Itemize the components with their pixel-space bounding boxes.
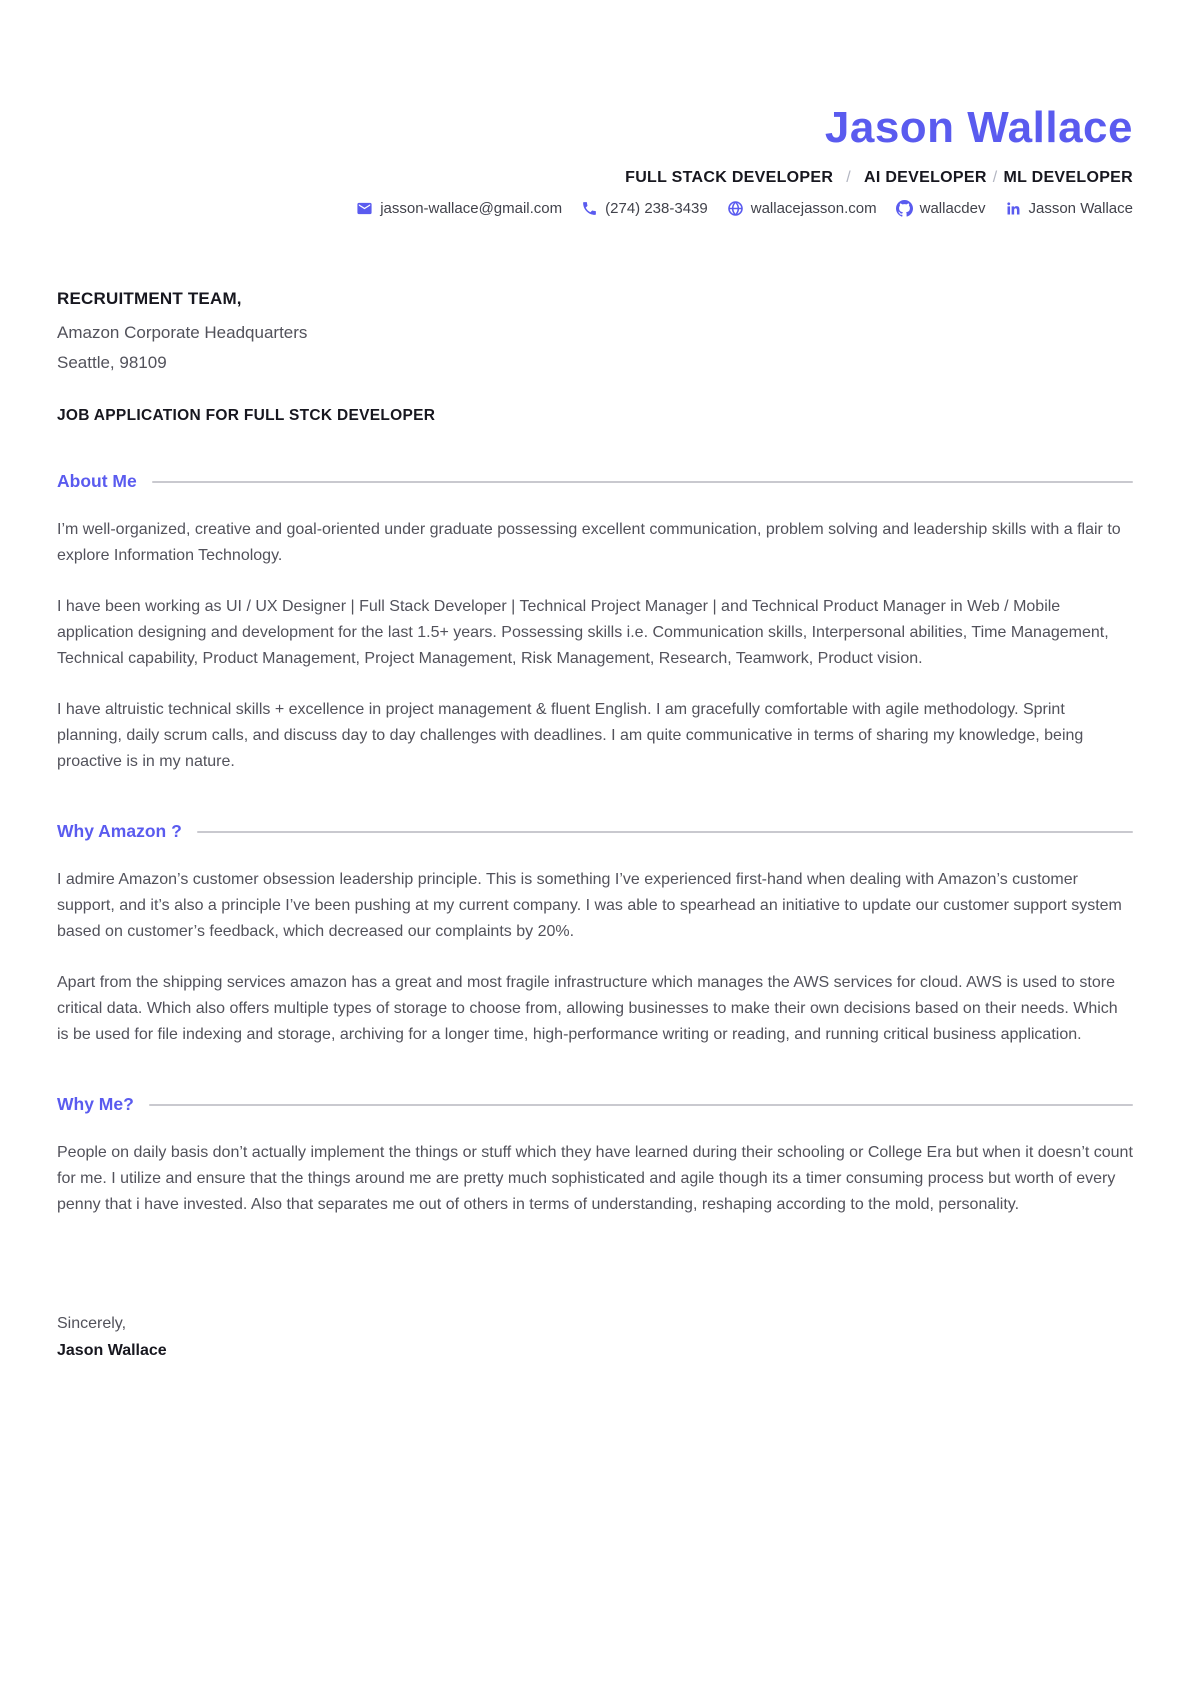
globe-icon: [727, 200, 744, 217]
role-ml: ML DEVELOPER: [1003, 169, 1133, 187]
contact-phone-label: (274) 238-3439: [605, 200, 708, 218]
contact-phone[interactable]: [581, 200, 708, 217]
section-heading-row: [57, 471, 1133, 492]
recipient-company: Amazon Corporate Headquarters: [57, 323, 308, 343]
section-title: About Me: [57, 471, 137, 492]
section-title: Why Me?: [57, 1094, 134, 1115]
section-heading-row: [57, 1094, 1133, 1115]
signature-block: [57, 1310, 1133, 1364]
signature-name: Jason Wallace: [57, 1342, 167, 1360]
contact-email-label: jasson-wallace@gmail.com: [380, 200, 563, 218]
role-ai: AI DEVELOPER: [863, 169, 987, 187]
page-title: Jason Wallace: [824, 103, 1133, 152]
signature-closing: Sincerely,: [57, 1315, 127, 1333]
contact-linkedin-label: Jasson Wallace: [1028, 200, 1133, 218]
section-about-me: [57, 471, 1133, 775]
contact-website[interactable]: [727, 200, 877, 217]
contact-website-label: wallacejasson.com: [750, 200, 877, 218]
header: [57, 103, 1133, 217]
section-why-amazon: [57, 821, 1133, 1048]
github-icon: [896, 200, 913, 217]
section-divider: [152, 481, 1133, 483]
section-divider: [197, 831, 1133, 833]
contact-row: [57, 200, 1133, 217]
contact-github[interactable]: [896, 200, 986, 217]
role-separator: /: [846, 169, 851, 187]
phone-icon: [581, 200, 598, 217]
paragraph: I have been working as UI / UX Designer | Full Stack Developer | Technical Project Manager | and Technical Product Manager in Web / Mobile application designing and development for the last 1.5+ years. Possessing skills i.e. Communication skills, Interpersonal abilities, Time Management, Technical capability, Product Management, Project Management, Risk Management, Research, Teamwork, Product vision.: [57, 598, 1109, 668]
paragraph: People on daily basis don’t actually implement the things or stuff which they have learned during their schooling or College Era but when it doesn’t count for me. I utilize and ensure that the things around me are pretty much sophisticated and agile though its a timer consuming process but worth of every penny that i have invested. Also that separates me out of others in terms of understanding, reshaping according to the mold, personality.: [57, 1144, 1133, 1214]
paragraph: Apart from the shipping services amazon has a great and most fragile infrastructure which manages the AWS services for cloud. AWS is used to store critical data. Which also offers multiple types of storage to choose from, allowing businesses to make their own decisions based on their needs. Which is be used for file indexing and storage, archiving for a longer time, high-performance writing or reading, and running critical business application.: [57, 974, 1118, 1044]
section-heading-row: [57, 821, 1133, 842]
section-divider: [149, 1104, 1133, 1106]
paragraph: I’m well-organized, creative and goal-oriented under graduate possessing excellent communication, problem solving and leadership skills with a flair to explore Information Technology.: [57, 521, 1121, 565]
paragraph: I have altruistic technical skills + excellence in project management & fluent English. I am gracefully comfortable with agile methodology. Sprint planning, daily scrum calls, and discuss day to day challenges with deadlines. I am quite communicative in terms of sharing my knowledge, being proactive is in my nature.: [57, 701, 1084, 771]
contact-linkedin[interactable]: [1005, 200, 1134, 217]
recipient-block: [57, 289, 1133, 378]
contact-github-label: wallacdev: [919, 200, 986, 218]
role-full-stack: FULL STACK DEVELOPER: [625, 169, 834, 187]
section-why-me: [57, 1094, 1133, 1218]
paragraph: I admire Amazon’s customer obsession leadership principle. This is something I’ve experienced first-hand when dealing with Amazon’s customer support, and it’s also a principle I’ve been pushing at my current company. I was able to spearhead an initiative to update our customer support system based on customer’s feedback, which decreased our complaints by 20%.: [57, 871, 1122, 941]
section-title: Why Amazon ?: [57, 821, 182, 842]
linkedin-icon: [1005, 200, 1022, 217]
contact-email[interactable]: [356, 200, 562, 217]
recipient-team: RECRUITMENT TEAM,: [57, 289, 242, 309]
role-separator: /: [992, 169, 998, 187]
recipient-location: Seattle, 98109: [57, 353, 167, 373]
role-list: [57, 169, 1133, 187]
email-icon: [356, 200, 373, 217]
subject-line: JOB APPLICATION FOR FULL STCK DEVELOPER: [57, 407, 436, 425]
